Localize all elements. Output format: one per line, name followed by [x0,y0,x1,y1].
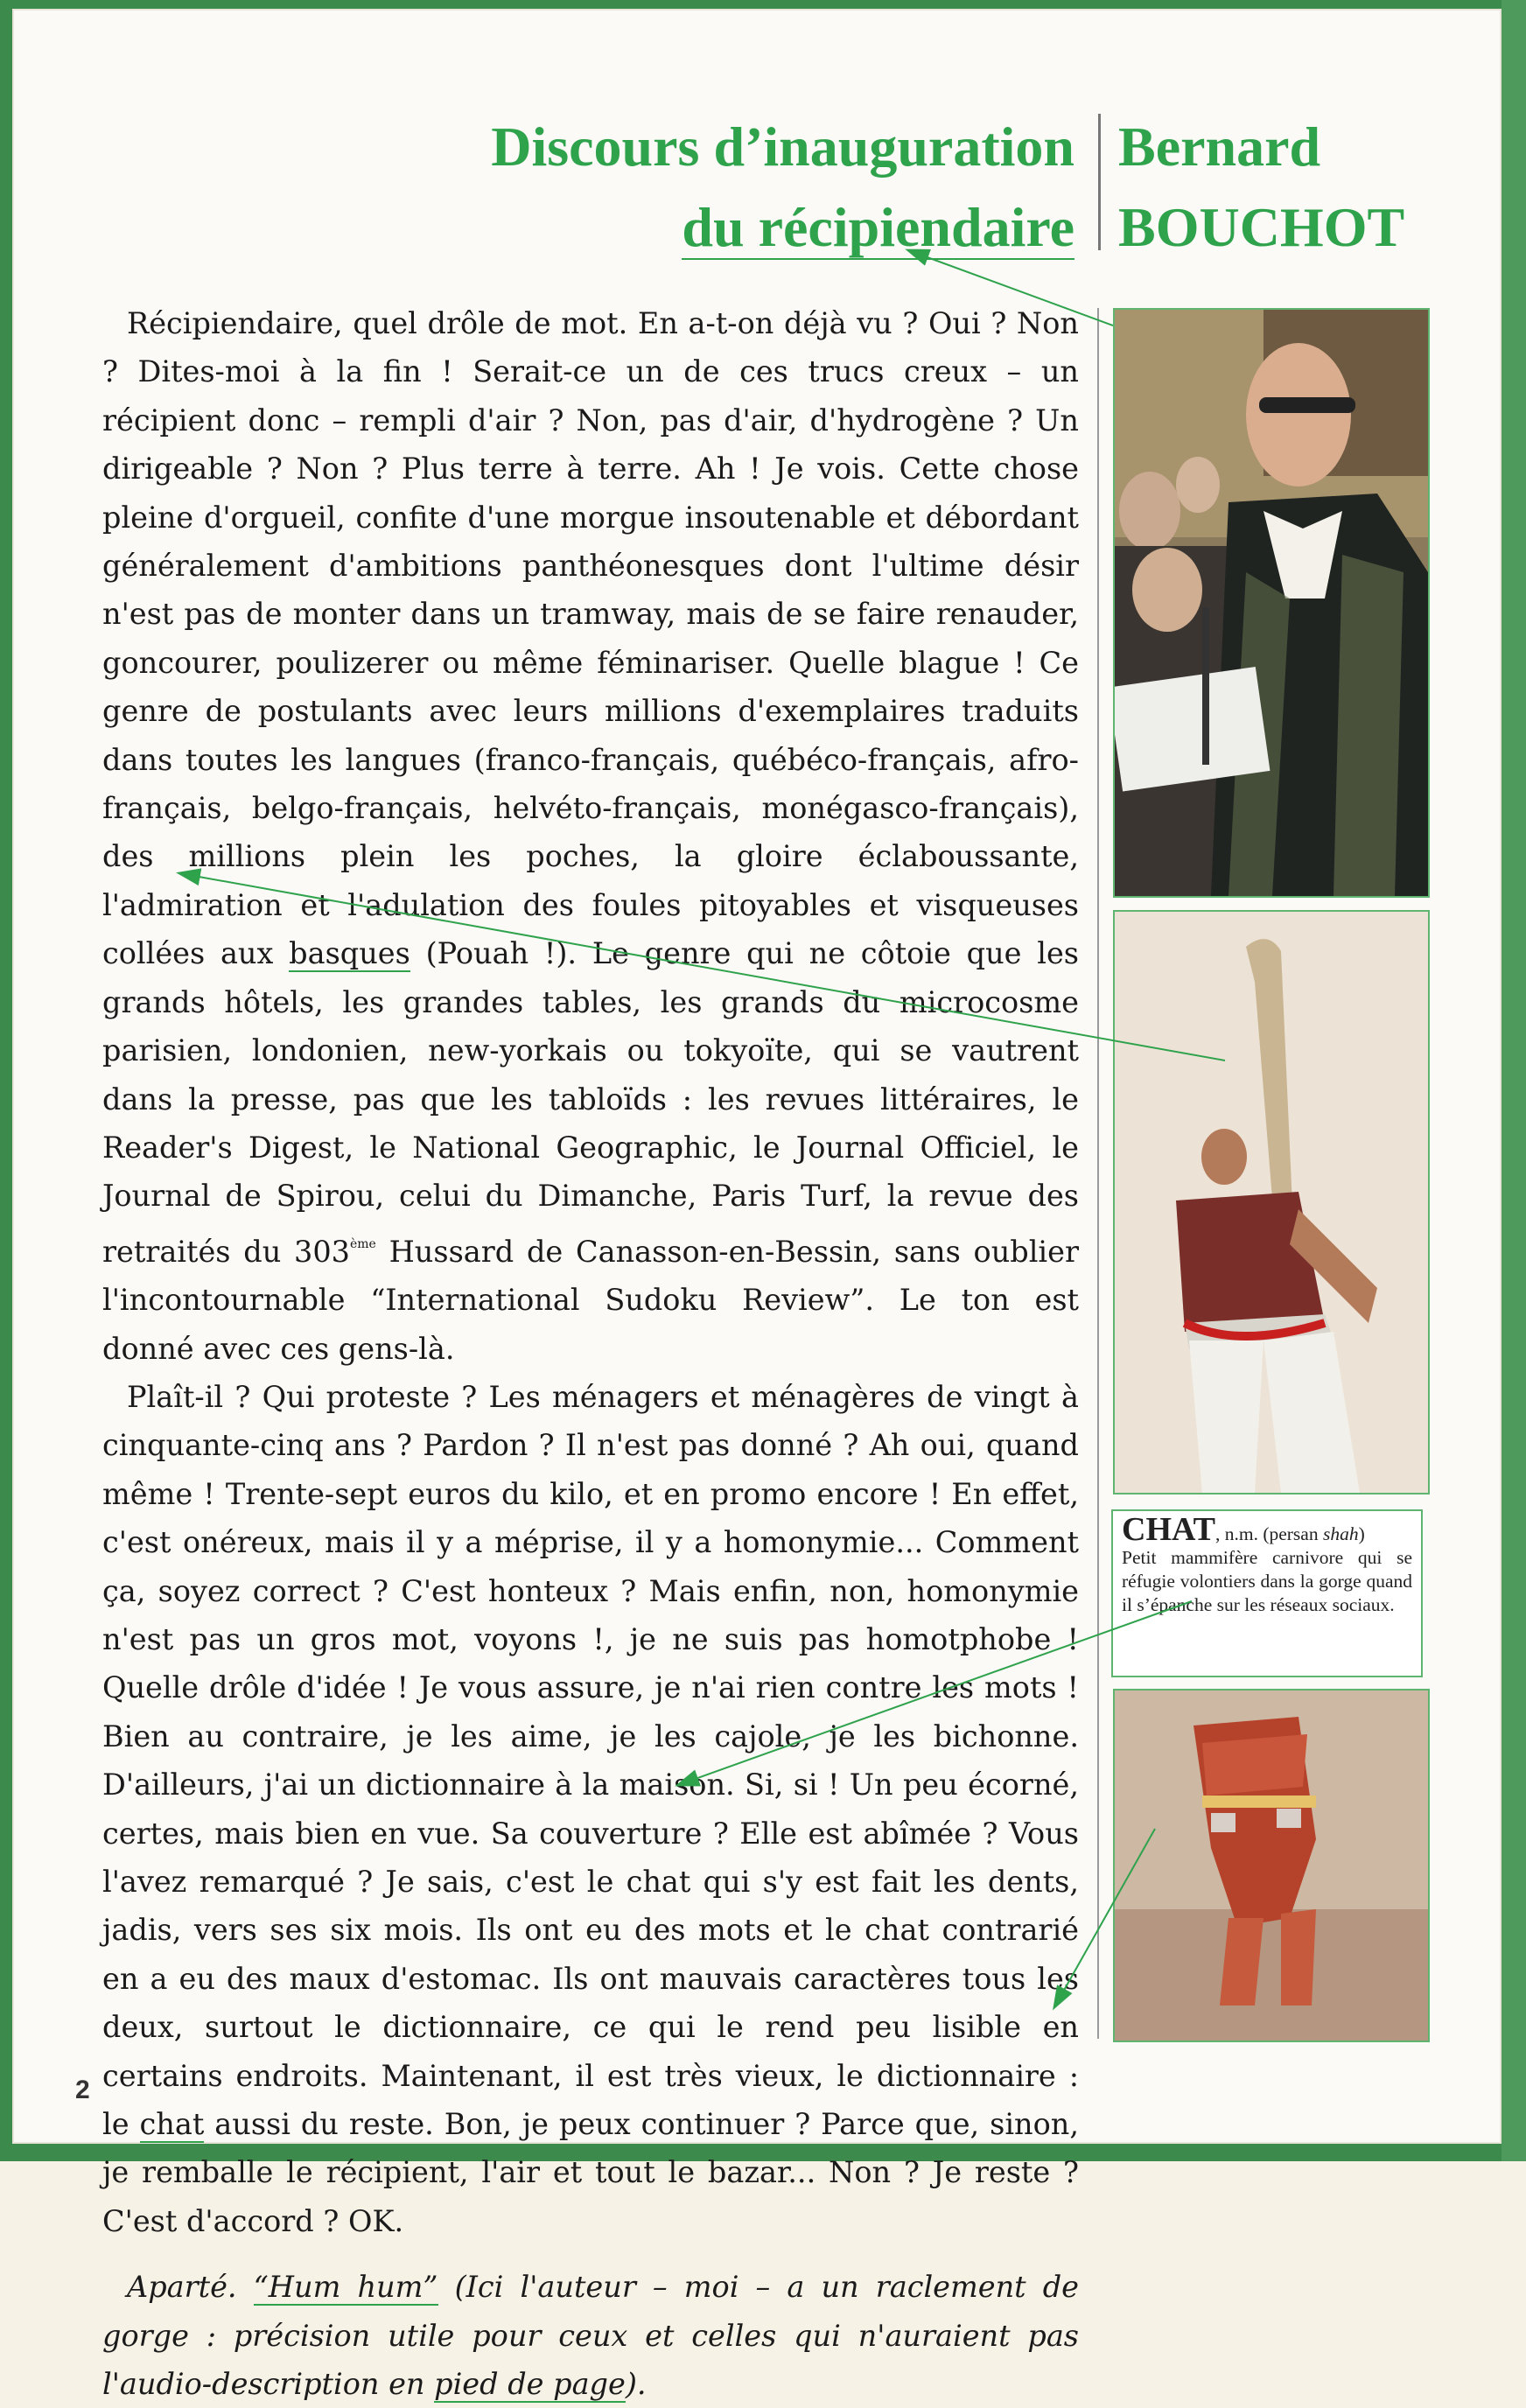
page-number: 2 [75,2076,90,2104]
word-basques: basques [289,936,410,971]
definition-headword: CHAT [1122,1511,1215,1548]
arrow-to-basques [179,873,1225,1060]
paragraph-2: Plaît-il ? Qui proteste ? Les ménagers et ménagères de vingt à cinquante-cinq ans ? Pardon ? Il n'est pas donné ? Ah oui, quand même ! Trente-sept euros du kilo, et en promo encore ! En effet, c'est onéreux, mais il y a méprise, il y a homonymie... Comment ça, soyez correct ? C'est honteux ? Mais enfin, non, homonymie n'est pas un gros mot, voyons !, je ne suis pas homotphobe ! Quelle drôle d'idée ! Je vous assure, je n'ai rien contre les mots ! Bien au contraire, je les aime, je les cajole, je les bichonne. D'ailleurs, j'ai un dictionnaire à la maison. Si, si ! Un peu écorné, certes, mais bien en vue. Sa couverture ? Elle est abîmée ? Vous l'avez remarqué ? Je sais, c'est le chat qui s'y est fait les dents, jadis, vers ses six mois. Ils ont eu des mots et le chat contrarié en a eu des maux d'estomac. Ils ont mauvais caractères tous les deux, surtout le dictionnaire, ce qui le rend peu lisible en certains endroits. Maintenant, il est très vieux, le dictionnaire : le chat aussi du reste. Bon, je peux continuer ? Parce que, sinon, je remballe le récipient, l'air et tout le bazar... Non ? Je reste ? C'est d'accord ? OK. [102,1379,1080,2238]
author-last-name: BOUCHOT [1118,196,1405,258]
word-chat: chat [139,2107,205,2142]
title-recipiendaire: du récipiendaire [682,196,1074,258]
aside-paragraph: Aparté. “Hum hum” (Ici l'auteur – moi – a un raclement de gorge : précision utile pour ceux et celles qui n'auraient pas l'audio-description en pied de page). [102,2270,1079,2402]
arrow-to-pied-de-page [1054,1829,1155,2007]
chat-definition-box: CHAT, n.m. (persan shah) Petit mammifère carnivore qui se réfugie volontiers dans la gorge quand il s’épanche sur les réseaux sociaux. [1111,1509,1423,1677]
title-line-1: Discours d’inauguration [491,116,1074,178]
definition-text: Petit mammifère carnivore qui se réfugie volontiers dans la gorge quand il s’épanche sur les réseaux sociaux. [1122,1547,1412,1615]
word-hum-hum: “Hum hum” [253,2270,438,2305]
author-first-name: Bernard [1118,116,1321,178]
paragraph-1: Récipiendaire, quel drôle de mot. En a-t-on déjà vu ? Oui ? Non ? Dites-moi à la fin ! Serait-ce un de ces trucs creux – un récipient donc – rempli d'air ? Non, pas d'air, d'hydrogène ? Un dirigeable ? Non ? Plus terre à terre. Ah ! Je vois. Cette chose pleine d'orgueil, confite d'une morgue insoutenable et débordant généralement d'ambitions panthéonesques dont l'ultime désir n'est pas de monter dans un tramway, mais de se faire renauder, goncourer, poulizerer ou même féminariser. Quelle blague ! Ce genre de postulants avec leurs millions d'exemplaires traduits dans toutes les langues (franco-français, québéco-français, afro-français, belgo-français, helvéto-français, monégasco-français), des millions plein les poches, la gloire éclaboussante, l'admiration et l'adulation des foules pitoyables et visqueuses collées aux basques (Pouah !). Le genre qui ne côtoie que les grands hôtels, les grandes tables, les grands du microcosme parisien, londonien, new-yorkais ou tokyoïte, qui se vautrent dans la presse, pas que les tabloïds : les revues littéraires, le Reader's Digest, le National Geographic, le Journal Officiel, le Journal de Spirou, celui du Dimanche, Paris Turf, la revue des retraités du 303ème Hussard de Canasson-en-Bessin, sans oublier l'incontournable “International Sudoku Review”. Le ton est donné avec ces gens-là. [102,306,1079,1366]
arrow-to-chat [678,1601,1192,1785]
arrow-to-recipiendaire [908,250,1113,326]
word-pied-de-page: pied de page [434,2367,626,2402]
